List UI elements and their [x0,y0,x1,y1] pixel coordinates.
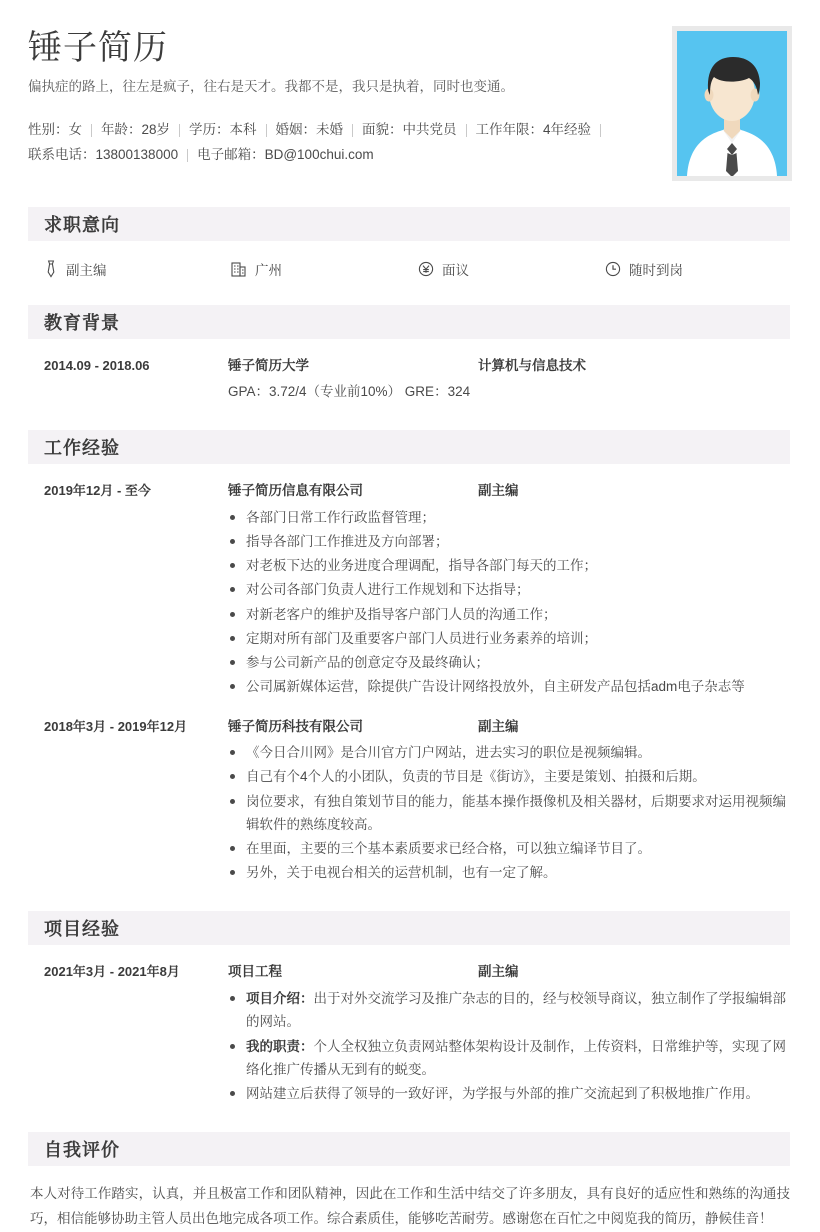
project-bullet: 我的职责：个人全权独立负责网站整体架构设计及制作，上传资料，日常维护等，实现了网络化推广传播从无到有的蜕变。 [228,1035,792,1081]
section-title-intention: 求职意向 [44,215,120,235]
work-bullet: 对公司各部门负责人进行工作规划和下达指导； [228,578,792,601]
self-evaluation-text: 本人对待工作踏实，认真，并且极富工作和团队精神，因此在工作和生活中结交了许多朋友，具有良好的适应性和熟练的沟通技巧，相信能够协助主管人员出色地完成各项工作。综合素质佳，能够吃苦耐劳。感谢您在百忙之中阅览我的简历，静候佳音！ [30,1186,790,1227]
work-role: 副主编 [478,483,519,499]
header-text-block [28,26,610,168]
avatar [672,26,792,181]
page-title: 锤子简历 [28,29,168,67]
work-bullet-list [228,506,792,699]
work-bullet: 对老板下达的业务进度合理调配，指导各部门每天的工作； [228,554,792,577]
personal-info-item: 工作年限：4年经验 [475,121,592,137]
work-head [228,480,792,502]
meta-separator [187,149,188,162]
project-entry [28,961,792,1106]
resume-header [28,0,792,181]
yen-circle-icon [418,261,434,277]
personal-info-line-1 [28,118,610,143]
section-header-work [28,430,790,464]
education-head [228,355,792,377]
project-date: 2021年3月 - 2021年8月 [44,964,180,980]
education-list [28,355,792,404]
job-intention-row [28,259,792,279]
personal-info-item: 婚姻：未婚 [275,121,344,137]
work-bullet: 定期对所有部门及重要客户部门人员进行业务素养的培训； [228,627,792,650]
work-bullet: 对新老客户的维护及指导客户部门人员的沟通工作； [228,603,792,626]
work-bullet: 参与公司新产品的创意定夺及最终确认； [228,651,792,674]
intent-city [231,259,418,279]
section-header-project [28,911,790,945]
work-bullet-list [228,741,792,884]
intent-availability-label: 随时到岗 [629,263,683,278]
tie-icon [44,260,58,278]
project-bullet-list [228,987,792,1105]
work-bullet: 自己有个4个人的小团队，负责的节目是《街访》，主要是策划、拍摄和后期。 [228,765,792,788]
work-experience-list [28,480,792,885]
personal-info-item: 年龄：28岁 [101,121,171,137]
work-bullet: 各部门日常工作行政监督管理； [228,506,792,529]
section-title-work: 工作经验 [44,438,120,459]
work-bullet: 《今日合川网》是合川官方门户网站，进去实习的职位是视频编辑。 [228,741,792,764]
education-scores: GPA：3.72/4（专业前10%） GRE：324 [228,383,471,399]
project-role: 副主编 [478,964,519,980]
section-title-education: 教育背景 [44,313,120,333]
education-major: 计算机与信息技术 [478,358,586,373]
intent-position-label: 副主编 [66,263,107,278]
personal-info-line-2 [28,143,610,168]
intent-position [44,259,231,279]
personal-info-item: 电子邮箱：BD@100chui.com [197,146,374,162]
meta-separator [91,124,92,137]
section-title-self-evaluation: 自我评价 [44,1140,120,1161]
project-bullet: 项目介绍：出于对外交流学习及推广杂志的目的，经与校领导商议，独立制作了学报编辑部的网站。 [228,987,792,1033]
education-detail [228,355,792,404]
meta-separator [266,124,267,137]
work-entry [28,480,792,699]
work-detail [228,716,792,886]
work-bullet: 在里面，主要的三个基本素质要求已经合格，可以独立编译节目了。 [228,837,792,860]
intent-availability [605,259,792,279]
intent-city-label: 广州 [255,263,282,278]
clock-icon [605,261,621,277]
project-experience-list [28,961,792,1106]
intent-salary-label: 面议 [442,263,469,278]
personal-info-item: 联系电话：13800138000 [28,146,179,162]
project-detail [228,961,792,1106]
bullet-lead-in: 项目介绍： [246,991,314,1007]
project-head [228,961,792,983]
meta-separator [600,124,601,137]
section-header-self-evaluation [28,1132,790,1166]
intent-salary [418,259,605,279]
section-header-education [28,305,790,339]
work-date: 2018年3月 - 2019年12月 [44,718,188,734]
work-company: 锤子简历信息有限公司 [228,483,363,499]
bullet-lead-in: 我的职责： [246,1038,314,1054]
work-role: 副主编 [478,718,519,734]
project-company: 项目工程 [228,964,282,980]
work-company: 锤子简历科技有限公司 [228,718,363,734]
tagline: 偏执症的路上，往左是疯子，往右是天才。我都不是，我只是执着，同时也变通。 [28,79,514,95]
avatar-illustration [677,31,787,176]
work-detail [228,480,792,699]
personal-info-item: 性别：女 [28,121,82,137]
work-date: 2019年12月 - 至今 [44,483,151,499]
work-bullet: 公司属新媒体运营，除提供广告设计网络投放外，自主研发产品包括adm电子杂志等 [228,675,792,698]
meta-separator [179,124,180,137]
section-header-intention [28,207,790,241]
work-head [228,716,792,738]
work-entry [28,716,792,886]
project-bullet: 网站建立后获得了领导的一致好评，为学报与外部的推广交流起到了积极地推广作用。 [228,1082,792,1105]
education-entry [28,355,792,404]
section-title-project: 项目经验 [44,919,120,940]
personal-info-item: 学历：本科 [189,121,257,137]
work-bullet: 指导各部门工作推进及方向部署； [228,530,792,553]
work-bullet: 岗位要求，有独自策划节目的能力，能基本操作摄像机及相关器材，后期要求对运用视频编辑软件的熟练度较高。 [228,790,792,836]
work-bullet: 另外，关于电视台相关的运营机制，也有一定了解。 [228,861,792,884]
meta-separator [352,124,353,137]
education-school: 锤子简历大学 [228,358,309,373]
education-date: 2014.09 - 2018.06 [44,358,150,373]
meta-separator [466,124,467,137]
personal-info-item: 面貌：中共党员 [362,121,457,137]
building-icon [231,261,247,277]
